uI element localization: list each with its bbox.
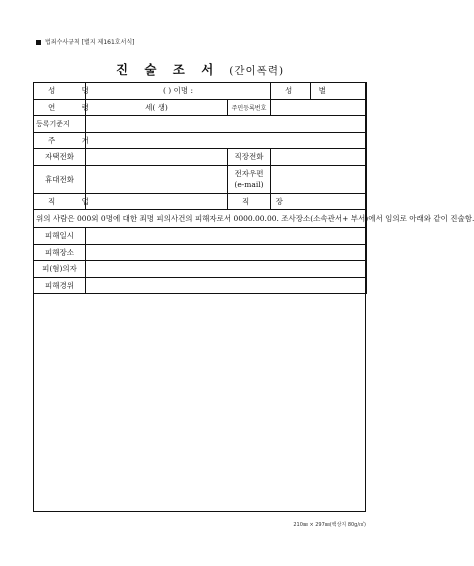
domicile-field[interactable]	[86, 116, 367, 133]
age-field[interactable]: 세( 생)	[86, 99, 228, 116]
damage-date-field[interactable]	[86, 228, 367, 245]
statement-form-table	[33, 82, 474, 294]
row-phones	[34, 149, 367, 166]
row-statement	[34, 210, 367, 228]
home-phone-label: 자택전화	[34, 149, 86, 166]
row-damage-date	[34, 228, 367, 245]
row-suspect	[34, 261, 367, 278]
row-job	[34, 193, 367, 210]
header-text: 법죄수사규칙 [별지 제161호서식]	[45, 39, 135, 46]
mobile-field[interactable]	[86, 165, 228, 193]
age-label: 연 령	[34, 99, 86, 116]
suspect-label: 피(혐)의자	[34, 261, 86, 278]
statement-text: 위의 사람은 000외 0명에 대한 죄명 피의사건의 피해자로서 0000.00.00. 조사장소(소속관서+ 부서)에서 임의로 아래와 같이 진술함.	[34, 210, 367, 228]
row-damage-details	[34, 277, 367, 294]
rrn-label: 주민등록번호	[228, 99, 271, 116]
row-domicile	[34, 116, 367, 133]
row-mobile-email	[34, 165, 367, 193]
mobile-label: 휴대전화	[34, 165, 86, 193]
paper-size-note: 210㎜ × 297㎜(백상지 80g/㎡)	[293, 522, 366, 528]
damage-place-field[interactable]	[86, 244, 367, 261]
gender-label: 성 별	[271, 83, 311, 100]
form-header	[36, 37, 135, 46]
home-phone-field[interactable]	[86, 149, 228, 166]
row-damage-place	[34, 244, 367, 261]
job-label: 직 업	[34, 193, 86, 210]
workplace-label: 직 장	[228, 193, 271, 210]
domicile-label: 등록기준지	[34, 116, 86, 133]
square-bullet-icon	[36, 40, 41, 45]
job-field[interactable]	[86, 193, 228, 210]
work-phone-label: 직장전화	[228, 149, 271, 166]
name-field[interactable]: ( ) 이명 :	[86, 83, 271, 100]
work-phone-field[interactable]	[271, 149, 367, 166]
suspect-field[interactable]	[86, 261, 367, 278]
address-field[interactable]	[86, 132, 367, 149]
email-label: 전자우편 (e-mail)	[228, 165, 271, 193]
row-address	[34, 132, 367, 149]
rrn-field[interactable]	[271, 99, 367, 116]
damage-place-label: 피해장소	[34, 244, 86, 261]
row-age	[34, 99, 367, 116]
damage-date-label: 피해일시	[34, 228, 86, 245]
damage-details-field[interactable]	[86, 277, 367, 294]
damage-details-label: 피해경위	[34, 277, 86, 294]
title-subtitle: (간이폭력)	[229, 65, 285, 77]
name-label: 성 명	[34, 83, 86, 100]
row-name	[34, 83, 367, 100]
email-field[interactable]	[271, 165, 367, 193]
title-text: 진 술 조 서	[115, 62, 220, 77]
document-title	[0, 60, 400, 78]
address-label: 주 거	[34, 132, 86, 149]
